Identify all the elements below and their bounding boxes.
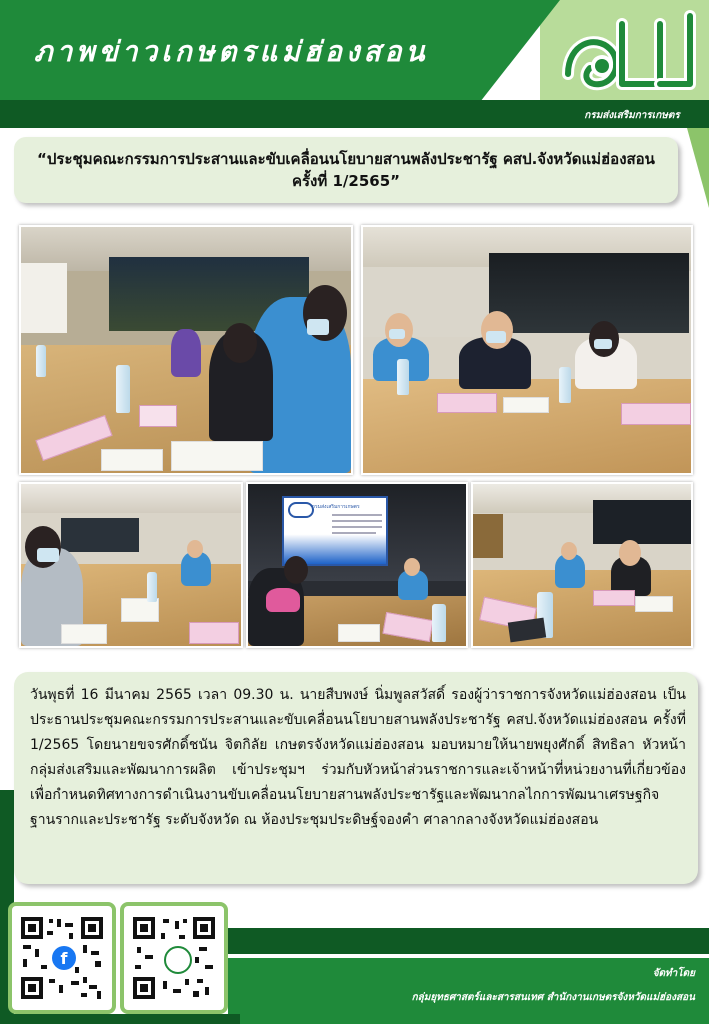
header-corner-accent — [687, 128, 709, 208]
credit-organization: กลุ่มยุทธศาสตร์และสารสนเทศ สำนักงานเกษตรจังหวัดแม่ฮ่องสอน — [411, 992, 695, 1003]
news-title-line-2: ครั้งที่ 1/2565” — [291, 172, 401, 190]
news-title-box — [14, 137, 678, 203]
doae-logo — [560, 4, 706, 122]
credit-label: จัดทำโดย — [652, 968, 695, 979]
footer-bottom-stripe — [0, 1014, 240, 1024]
doae-logo-icon — [560, 4, 706, 114]
qr-code-facebook[interactable] — [8, 902, 116, 1014]
qr-code-doae[interactable] — [120, 902, 228, 1014]
doae-logo-icon — [164, 946, 192, 974]
news-body-text: วันพุธที่ 16 มีนาคม 2565 เวลา 09.30 น. นายสืบพงษ์ นิ่มพูลสวัสดิ์ รองผู้ว่าราชการจังหวัดแม่ฮ่องสอน เป็นประธานประชุมคณะกรรมการประสานและขับเคลื่อนนโยบายสานพลังประชารัฐ คสป.จังหวัดแม่ฮ่องสอน ครั้งที่ 1/2565 โดยนายขจรศักดิ์ชนัน จิตกิลัย เกษตรจังหวัดแม่ฮ่องสอน มอบหมายให้นายพยุงศักดิ์ สิทธิลา หัวหน้ากลุ่มส่งเสริมและพัฒนาการผลิต เข้าประชุมฯ ร่วมกับหัวหน้าส่วนราชการและเจ้าหน้าที่หน่วยงานที่เกี่ยวข้อง เพื่อกำหนดทิศทางการดำเนินงานขับเคลื่อนนโยบายสานพลังประชารัฐและพัฒนากลไกการพัฒนาเศรษฐกิจฐานรากและประชารัฐ ระดับจังหวัด ณ ห้องประชุมประดิษฐ์จองคำ ศาลากลางจังหวัดแม่ฮ่องสอน — [30, 687, 686, 828]
slide-logo-text: กรมส่งเสริมการเกษตร — [312, 504, 360, 510]
facebook-icon: f — [52, 946, 76, 970]
meeting-photo-1 — [19, 225, 353, 475]
meeting-photo-2 — [361, 225, 693, 475]
logo-caption: กรมส่งเสริมการเกษตร — [584, 110, 680, 121]
meeting-photo-4 — [246, 482, 468, 648]
page-title: ภาพข่าวเกษตรแม่ฮ่องสอน — [34, 35, 429, 68]
meeting-photo-3 — [19, 482, 243, 648]
meeting-photo-5 — [471, 482, 693, 648]
news-title-line-1: “ประชุมคณะกรรมการประสานและขับเคลื่อนนโยบายสานพลังประชารัฐ คสป.จังหวัดแม่ฮ่องสอน — [37, 150, 655, 168]
footer-dark-band — [228, 928, 709, 954]
